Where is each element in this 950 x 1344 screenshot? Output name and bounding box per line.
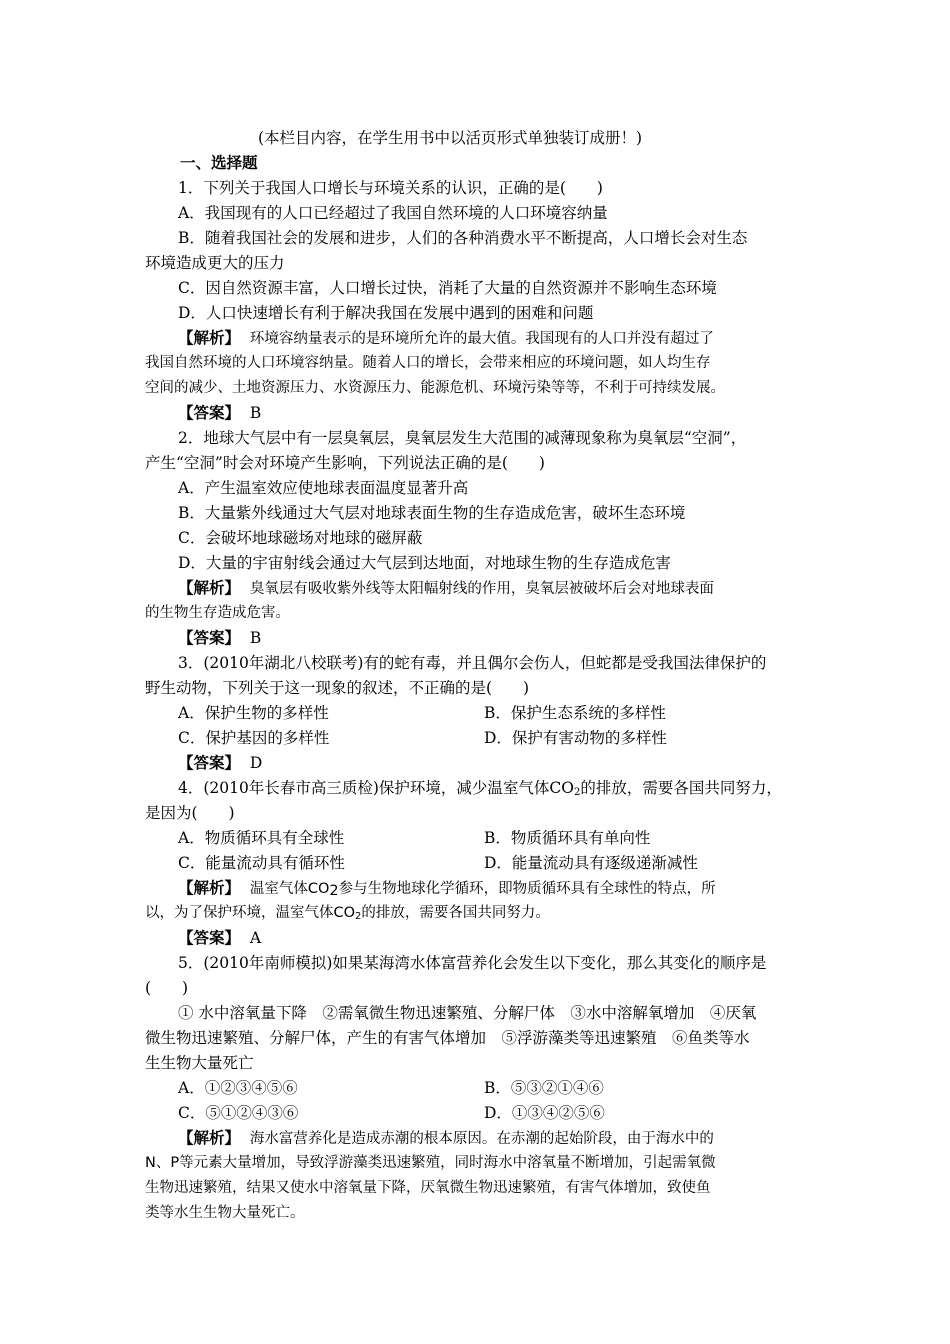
q5-option-d: D．①③④②⑤⑥ bbox=[484, 1104, 605, 1122]
q2-analysis bbox=[178, 577, 714, 600]
q5-option-c: C．⑤①②④③⑥ bbox=[178, 1104, 299, 1122]
q4-option-b: B．物质循环具有单向性 bbox=[484, 829, 651, 847]
q5-analysis-text: 海水富营养化是造成赤潮的根本原因。在赤潮的起始阶段，由于海水中的 bbox=[249, 1131, 714, 1147]
q4-option-d: D．能量流动具有逐级递渐减性 bbox=[484, 854, 698, 872]
q4-option-c: C．能量流动具有循环性 bbox=[178, 854, 345, 872]
q4-stem-text-post: 的排放，需要各国共同努力， bbox=[580, 779, 782, 797]
q3-option-d: D．保护有害动物的多样性 bbox=[484, 729, 667, 747]
analysis-label: 【解析】 bbox=[178, 578, 241, 597]
q5-analysis-line4: 类等水生生物大量死亡。 bbox=[145, 1205, 305, 1221]
q1-analysis bbox=[178, 327, 714, 350]
q1-option-d: D．人口快速增长有利于解决我国在发展中遇到的困难和问题 bbox=[178, 304, 594, 322]
q3-stem-cont: 野生动物，下列关于这一现象的叙述，不正确的是( ) bbox=[145, 679, 530, 697]
q2-option-c: C．会破坏地球磁场对地球的磁屏蔽 bbox=[178, 529, 423, 547]
q1-option-c: C．因自然资源丰富，人口增长过快，消耗了大量的自然资源并不影响生态环境 bbox=[178, 279, 717, 297]
q3-option-c: C．保护基因的多样性 bbox=[178, 729, 330, 747]
answer-label: 【答案】 bbox=[178, 928, 241, 947]
q3-answer bbox=[178, 752, 262, 774]
q2-option-b: B．大量紫外线通过大气层对地球表面生物的生存造成危害，破坏生态环境 bbox=[178, 504, 686, 522]
q4-analysis-line2 bbox=[145, 902, 550, 924]
q5-analysis-line3: 生物迅速繁殖，结果又使水中溶氧量下降，厌氧微生物迅速繁殖，有害气体增加，致使鱼 bbox=[145, 1180, 711, 1196]
q4-analysis-text: 温室气体CO bbox=[249, 881, 330, 897]
q5-analysis bbox=[178, 1127, 714, 1150]
q1-answer bbox=[178, 402, 261, 424]
q4-analysis bbox=[178, 877, 716, 900]
q1-option-b: B．随着我国社会的发展和进步，人们的各种消费水平不断提高，人口增长会对生态 bbox=[178, 229, 748, 247]
q5-items-line2: 微生物迅速繁殖、分解尸体，产生的有害气体增加 ⑤浮游藻类等迅速繁殖 ⑥鱼类等水 bbox=[145, 1029, 750, 1047]
q4-stem bbox=[178, 777, 782, 799]
q2-stem: 2．地球大气层中有一层臭氧层，臭氧层发生大范围的减薄现象称为臭氧层“空洞”， bbox=[178, 429, 747, 447]
q1-option-b-cont: 环境造成更大的压力 bbox=[145, 254, 285, 272]
answer-label: 【答案】 bbox=[178, 628, 241, 647]
q5-analysis-line2: N、P等元素大量增加，导致浮游藻类迅速繁殖，同时海水中溶氧量不断增加，引起需氧微 bbox=[145, 1155, 716, 1171]
q4-analysis-text-post: 参与生物地球化学循环，即物质循环具有全球性的特点，所 bbox=[338, 881, 716, 897]
q4-stem-text: 4．(2010年长春市高三质检)保护环境，减少温室气体CO bbox=[178, 779, 574, 797]
q1-analysis-text: 环境容纳量表示的是环境所允许的最大值。我国现有的人口并没有超过了 bbox=[249, 331, 714, 347]
q4-analysis2-text-post: 的排放，需要各国共同努力。 bbox=[361, 905, 550, 921]
q3-answer-value: D bbox=[249, 754, 263, 772]
section-title: 一、选择题 bbox=[180, 153, 258, 172]
q2-analysis-text: 臭氧层有吸收紫外线等太阳幅射线的作用，臭氧层被破坏后会对地球表面 bbox=[249, 581, 714, 597]
q2-stem-cont: 产生“空洞”时会对环境产生影响，下列说法正确的是( ) bbox=[145, 454, 545, 472]
q2-option-d: D．大量的宇宙射线会通过大气层到达地面，对地球生物的生存造成危害 bbox=[178, 554, 671, 572]
q3-option-a: A．保护生物的多样性 bbox=[178, 704, 329, 722]
q1-answer-value: B bbox=[249, 404, 262, 422]
q4-answer bbox=[178, 927, 261, 949]
q1-stem: 1．下列关于我国人口增长与环境关系的认识，正确的是( ) bbox=[178, 179, 603, 197]
q5-items: ① 水中溶氧量下降 ②需氧微生物迅速繁殖、分解尸体 ③水中溶解氧增加 ④厌氧 bbox=[178, 1004, 757, 1022]
q1-option-a: A．我国现有的人口已经超过了我国自然环境的人口环境容纳量 bbox=[178, 204, 608, 222]
q4-analysis2-text: 以，为了保护环境，温室气体CO bbox=[145, 905, 356, 921]
q3-option-b: B．保护生态系统的多样性 bbox=[484, 704, 666, 722]
q1-analysis-line3: 空间的减少、土地资源压力、水资源压力、能源危机、环境污染等等，不利于可持续发展。 bbox=[145, 380, 725, 396]
subscript: 2 bbox=[573, 787, 581, 798]
analysis-label: 【解析】 bbox=[178, 878, 241, 897]
answer-label: 【答案】 bbox=[178, 403, 241, 422]
subscript: 2 bbox=[329, 883, 339, 899]
answer-label: 【答案】 bbox=[178, 753, 241, 772]
q5-option-a: A．①②③④⑤⑥ bbox=[178, 1079, 298, 1097]
header-note: (本栏目内容，在学生用书中以活页形式单独装订成册！) bbox=[258, 129, 643, 147]
q2-answer bbox=[178, 627, 261, 649]
q5-option-b: B．⑤③②①④⑥ bbox=[484, 1079, 604, 1097]
q2-analysis-line2: 的生物生存造成危害。 bbox=[145, 605, 290, 621]
q2-answer-value: B bbox=[249, 629, 262, 647]
q4-option-a: A．物质循环具有全球性 bbox=[178, 829, 345, 847]
q5-items-line3: 生生物大量死亡 bbox=[145, 1054, 254, 1072]
q5-stem-cont: ( ) bbox=[145, 979, 189, 997]
analysis-label: 【解析】 bbox=[178, 1128, 241, 1147]
q3-stem: 3．(2010年湖北八校联考)有的蛇有毒，并且偶尔会伤人，但蛇都是受我国法律保护的 bbox=[178, 654, 767, 672]
subscript: 2 bbox=[355, 911, 362, 922]
analysis-label: 【解析】 bbox=[178, 328, 241, 347]
q5-stem: 5．(2010年南师模拟)如果某海湾水体富营养化会发生以下变化，那么其变化的顺序是 bbox=[178, 954, 767, 972]
q4-answer-value: A bbox=[249, 929, 262, 947]
q2-option-a: A．产生温室效应使地球表面温度显著升高 bbox=[178, 479, 469, 497]
q4-stem-cont: 是因为( ) bbox=[145, 804, 235, 822]
q1-analysis-line2: 我国自然环境的人口环境容纳量。随着人口的增长，会带来相应的环境问题，如人均生存 bbox=[145, 355, 711, 371]
